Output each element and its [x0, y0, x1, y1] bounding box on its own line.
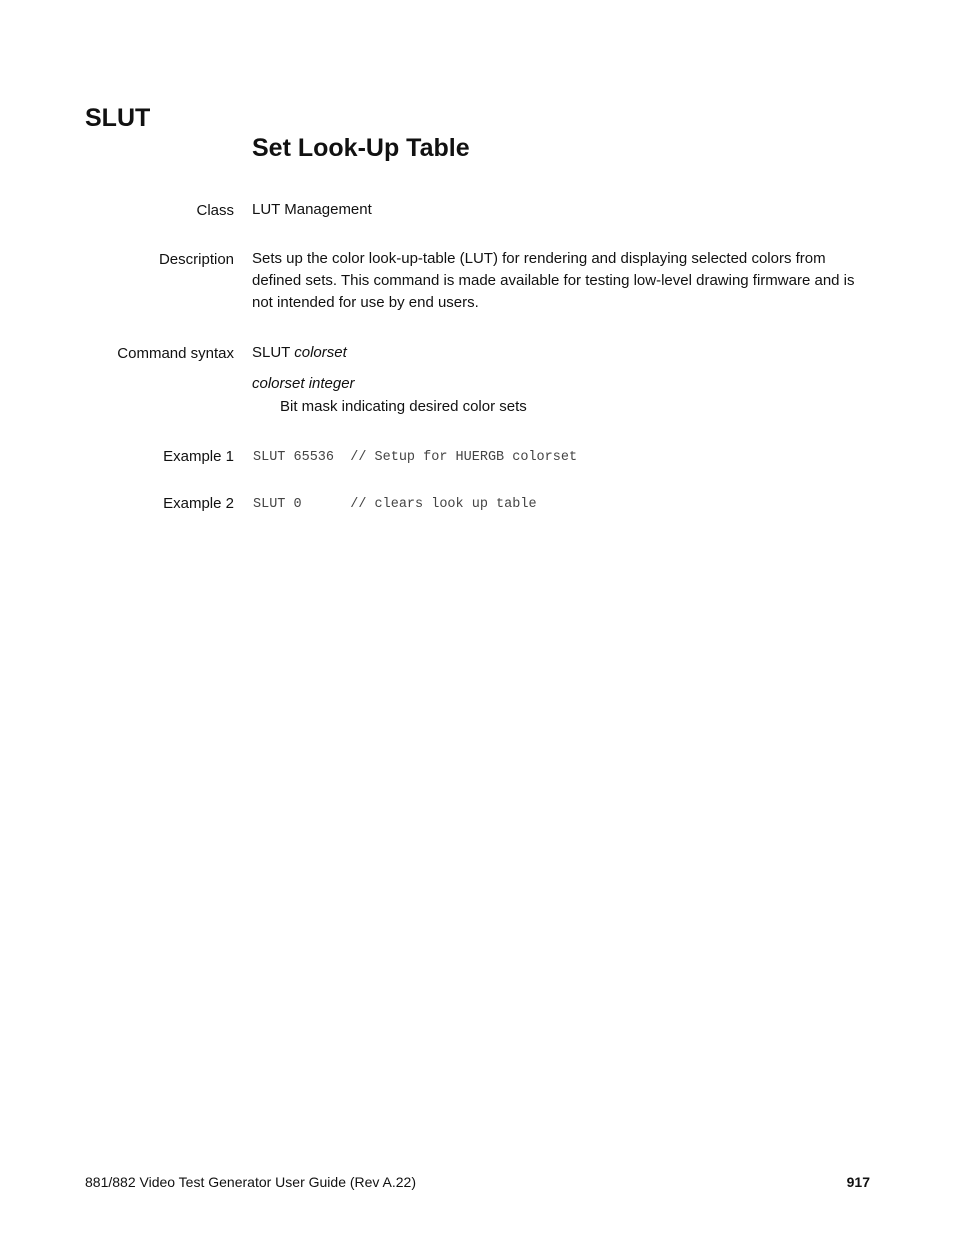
command-syntax-label: Command syntax: [117, 345, 234, 362]
footer-document-title: 881/882 Video Test Generator User Guide (Rev A.22): [85, 1174, 417, 1190]
footer-page-number: 917: [846, 1174, 870, 1190]
syntax-parameter: colorset: [294, 344, 347, 361]
description-label: Description: [158, 251, 234, 268]
command-name: SLUT: [85, 104, 151, 132]
parameter-name: colorset integer: [252, 375, 355, 392]
syntax-command: SLUT: [252, 344, 291, 361]
class-value: LUT Management: [252, 201, 372, 218]
command-title: Set Look-Up Table: [252, 134, 470, 162]
description-text: Sets up the color look-up-table (LUT) for rendering and displaying selected colors from defined sets. This command is made available for testing low-level drawing firmware and is not intended for use by end users.: [252, 250, 855, 311]
class-label: Class: [196, 202, 234, 219]
example-1-label: Example 1: [163, 448, 234, 465]
example-1-code: SLUT 65536 // Setup for HUERGB colorset: [253, 450, 578, 465]
command-syntax: [252, 342, 347, 364]
parameter-description: Bit mask indicating desired color sets: [280, 398, 527, 415]
example-2-label: Example 2: [163, 495, 234, 512]
example-2-code: SLUT 0 // clears look up table: [253, 497, 537, 512]
